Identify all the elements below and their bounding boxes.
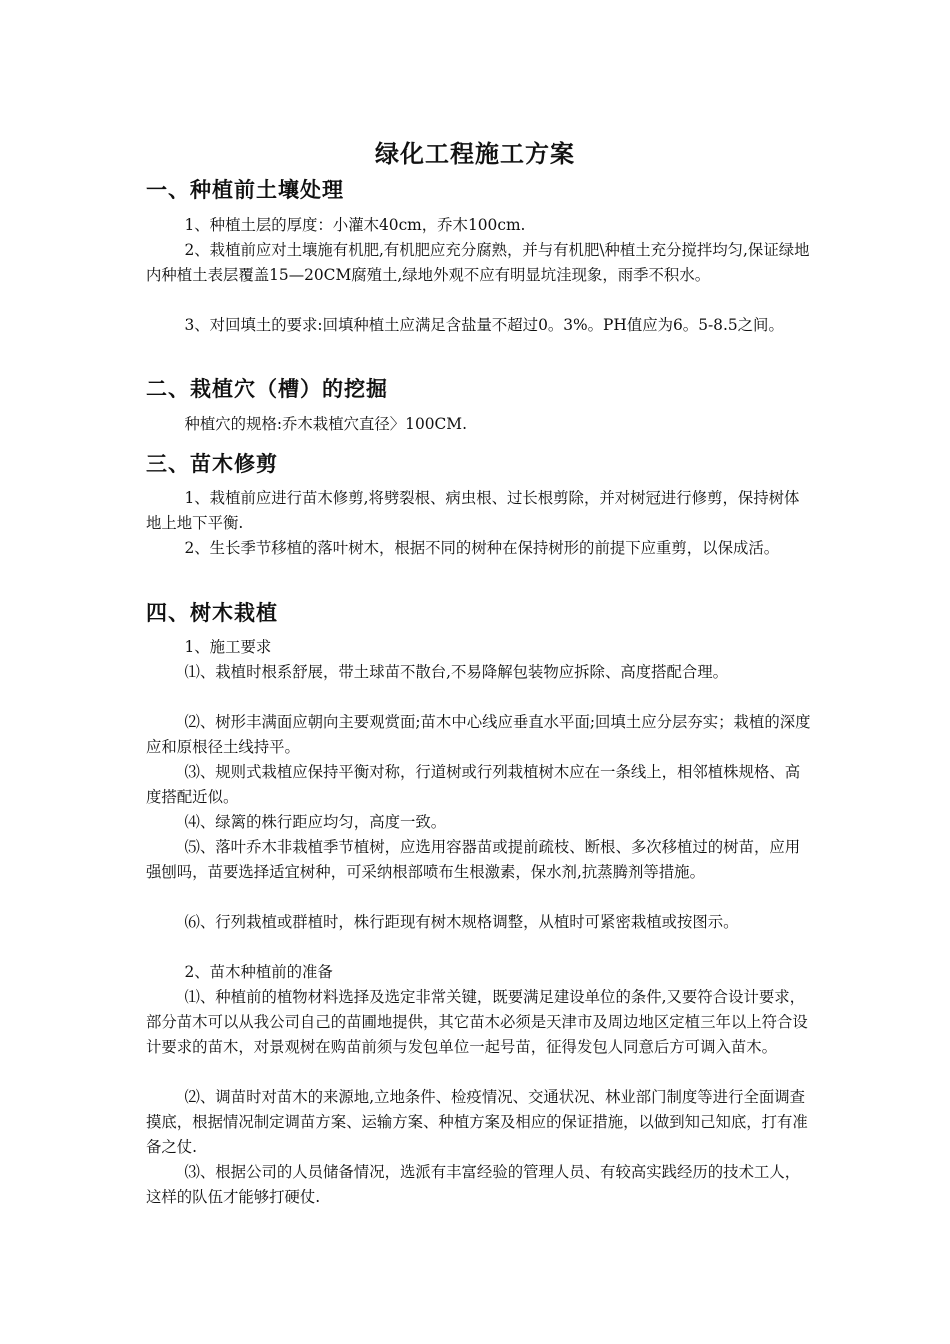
- paragraph: ⑵、调苗时对苗木的来源地,立地条件、检疫情况、交通状况、林业部门制度等进行全面调查摸底，根据情况制定调苗方案、运输方案、种植方案及相应的保证措施，以做到知己知底，打有准备之仗.: [146, 1088, 808, 1156]
- section-heading-2: 二、栽植穴（槽）的挖掘: [146, 377, 388, 401]
- section-heading-1: 一、种植前土壤处理: [146, 178, 344, 202]
- paragraph: 2、栽植前应对土壤施有机肥,有机肥应充分腐熟，并与有机肥\种植土充分搅拌均匀,保证绿地内种植土表层覆盖15—20CM腐殖土,绿地外观不应有明显坑洼现象，雨季不积水。: [146, 241, 810, 284]
- paragraph: ⑴、栽植时根系舒展，带土球苗不散台,不易降解包装物应拆除、高度搭配合理。: [184, 663, 729, 681]
- paragraph: ⑶、规则式栽植应保持平衡对称，行道树或行列栽植树木应在一条线上，相邻植株规格、高度搭配近似。: [146, 763, 801, 806]
- paragraph: 1、施工要求: [184, 638, 272, 656]
- paragraph: 3、对回填土的要求:回填种植土应满足含盐量不超过0。3%。PH值应为6。5-8.5之间。: [184, 316, 784, 334]
- paragraph: 种植穴的规格:乔木栽植穴直径〉100CM.: [184, 415, 467, 433]
- paragraph: 2、苗木种植前的准备: [184, 963, 333, 981]
- paragraph: ⑴、种植前的植物材料选择及选定非常关键，既要满足建设单位的条件,又要符合设计要求，部分苗木可以从我公司自己的苗圃地提供，其它苗木必须是天津市及周边地区定植三年以上符合设计要求的苗木，对景观树在购苗前须与发包单位一起号苗，征得发包人同意后方可调入苗木。: [146, 988, 808, 1056]
- paragraph: ⑵、树形丰满面应朝向主要观赏面;苗木中心线应垂直水平面;回填土应分层夯实；栽植的深度应和原根径土线持平。: [146, 713, 811, 756]
- paragraph: 1、种植土层的厚度：小灌木40cm，乔木100cm.: [184, 216, 526, 234]
- section-heading-3: 三、苗木修剪: [146, 452, 278, 476]
- paragraph: ⑸、落叶乔木非栽植季节植树，应选用容器苗或提前疏枝、断根、多次移植过的树苗，应用强刨吗，苗要选择适宜树种，可采纳根部喷布生根激素，保水剂,抗蒸腾剂等措施。: [146, 838, 801, 881]
- paragraph: ⑹、行列栽植或群植时，株行距现有树木规格调整，从植时可紧密栽植或按图示。: [184, 913, 739, 931]
- paragraph: ⑷、绿篱的株行距应均匀，高度一致。: [184, 813, 447, 831]
- paragraph: 1、栽植前应进行苗木修剪,将劈裂根、病虫根、过长根剪除，并对树冠进行修剪，保持树体地上地下平衡.: [146, 489, 800, 532]
- paragraph: ⑶、根据公司的人员储备情况，选派有丰富经验的管理人员、有较高实践经历的技术工人，这样的队伍才能够打硬仗.: [146, 1163, 801, 1206]
- paragraph: 2、生长季节移植的落叶树木，根据不同的树种在保持树形的前提下应重剪，以保成活。: [184, 539, 780, 557]
- section-heading-4: 四、树木栽植: [146, 601, 278, 625]
- document-title: 绿化工程施工方案: [375, 140, 575, 168]
